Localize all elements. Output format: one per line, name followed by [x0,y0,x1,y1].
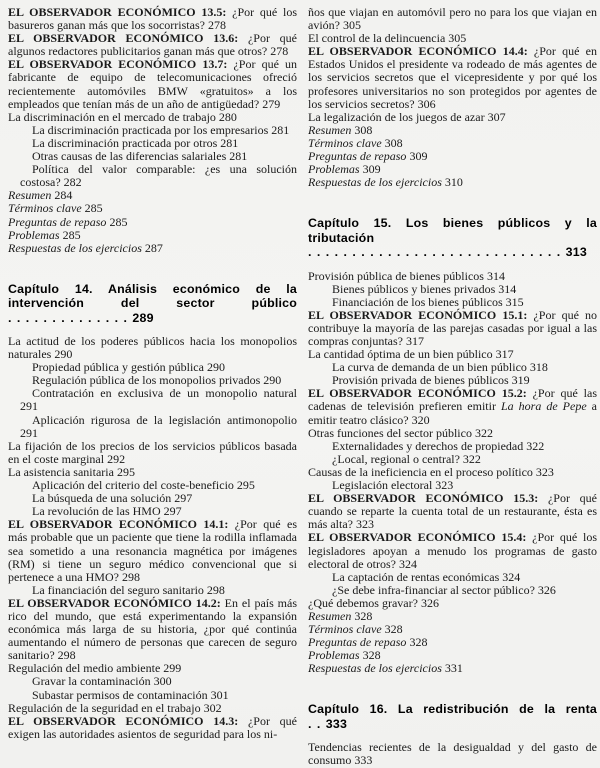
toc-entry [8,518,297,583]
italic-run: Respuestas de los ejercicios [308,661,445,676]
toc-entry [8,414,297,440]
toc-entry [308,662,597,675]
text-run: Otras causas de las diferencias salariales 281 [32,149,248,164]
text-run: Regulación de la seguridad en el trabajo 302 [8,700,222,715]
toc-entry [8,163,297,189]
toc-entry [8,440,297,466]
text-run: Otras funciones del sector público 322 [308,425,493,440]
italic-run: Problemas [8,227,63,242]
text-run: La legalización de los juegos de azar 307 [308,109,506,124]
chapter-page-number: 333 [325,716,348,731]
bold-run: EL OBSERVADOR ECONÓMICO 13.7: [8,57,234,72]
text-run: 328 [362,648,381,663]
text-run: La discriminación practicada por otros 281 [32,135,239,150]
text-run: La curva de demanda de un bien público 318 [332,360,548,375]
bold-run: EL OBSERVADOR ECONÓMICO 15.4: [308,530,533,545]
chapter-heading [8,282,297,325]
text-run: La asistencia sanitaria 295 [8,464,135,479]
chapter-page-number: 313 [565,245,587,260]
text-run: La fijación de los precios de los servicios públicos basada en el coste marginal 292 [8,438,297,466]
italic-run: Problemas [308,648,363,663]
text-run: Financiación de los bienes públicos 315 [332,294,524,309]
toc-entry [8,335,297,361]
toc-entry [308,45,597,110]
toc-entry [8,715,297,741]
toc-entry [308,387,597,426]
text-run: Política del valor comparable: ¿es una solución costosa? 282 [20,162,297,190]
italic-run: Resumen [308,608,355,623]
italic-run: Términos clave [308,135,385,150]
toc-entry [8,58,297,110]
toc-entry [8,32,297,58]
text-run: Provisión privada de bienes públicos 319 [332,373,530,388]
bold-run: EL OBSERVADOR ECONÓMICO 14.1: [8,517,235,532]
text-run: Aplicación rigurosa de la legislación antimonopolio 291 [20,412,297,440]
text-run: ¿Por qué algunos redactores publicitarios ganan más que otros? 278 [8,31,297,59]
bold-run: EL OBSERVADOR ECONÓMICO 14.2: [8,595,225,610]
italic-run: Respuestas de los ejercicios [8,240,145,255]
toc-column-right [308,6,597,767]
text-run: ¿Por qué un fabricante de equipo de telecomunicaciones ofreció recientemente automóviles BMW «gratuitos» a los empleados que tenían más de un año de antigüedad? 279 [8,57,297,111]
text-run: 331 [444,661,463,676]
text-run: 328 [409,635,428,650]
text-run: Tendencias recientes de la desigualdad y del gasto de consumo 333 [308,740,597,768]
text-run: 310 [444,175,463,190]
text-run: Subastar permisos de contaminación 301 [32,687,229,702]
text-run: ¿Qué debemos gravar? 326 [308,595,439,610]
chapter-heading [308,702,597,731]
text-run: ¿Se debe infra-financiar al sector público? 326 [332,582,556,597]
text-run: ¿Por qué en Estados Unidos el presidente va rodeado de más agentes de los servicios secretos que el vicepresidente y por qué los profesores universitarios no son protegidos por agentes de los servicios secretos? 306 [308,44,597,111]
text-run: 309 [409,149,428,164]
italic-run: La hora de Pepe [500,399,587,414]
bold-run: EL OBSERVADOR ECONÓMICO 15.3: [308,491,548,506]
text-run: ¿Por qué cuando se reparte la cuenta total de un restaurante, ésta es más alta? 323 [308,491,597,532]
italic-run: Preguntas de repaso [8,214,110,229]
bold-run: EL OBSERVADOR ECONÓMICO 15.1: [308,307,534,322]
text-run: Regulación pública de los monopolios privados 290 [32,373,282,388]
text-run: ¿Por qué los basureros ganan más que los socorristas? 278 [8,5,298,33]
text-run: ños que viajan en automóvil pero no para los que viajan en avión? 305 [308,5,597,33]
text-run: Contratación en exclusiva de un monopolio natural 291 [20,386,297,414]
text-run: Legislación electoral 323 [332,478,454,493]
text-run: Bienes públicos y bienes privados 314 [332,281,517,296]
italic-run: Resumen [308,122,355,137]
dot-leader: . . [308,716,326,731]
text-run: 328 [384,622,403,637]
chapter-title: Capítulo 14. Análisis económico de la intervención del sector público [8,281,297,311]
toc-entry [308,6,597,32]
text-run: La discriminación practicada por los empresarios 281 [32,122,290,137]
toc-entry [308,741,597,767]
text-run: 328 [354,608,373,623]
text-run: 285 [84,201,103,216]
bold-run: EL OBSERVADOR ECONÓMICO 14.4: [308,44,534,59]
text-run: La revolución de las HMO 297 [32,504,182,519]
bold-run: EL OBSERVADOR ECONÓMICO 15.2: [308,386,533,401]
text-run: Regulación del medio ambiente 299 [8,661,182,676]
toc-column-left [8,6,297,741]
italic-run: Preguntas de repaso [308,149,410,164]
text-run: La búsqueda de una solución 297 [32,491,193,506]
text-run: 308 [354,122,373,137]
toc-entry [308,531,597,570]
bold-run: EL OBSERVADOR ECONÓMICO 13.5: [8,5,233,19]
text-run: La captación de rentas económicas 324 [332,569,521,584]
italic-run: Términos clave [8,201,85,216]
text-run: Externalidades y derechos de propiedad 322 [332,438,545,453]
text-run: 285 [62,227,81,242]
text-run: Provisión pública de bienes públicos 314 [308,268,505,283]
italic-run: Respuestas de los ejercicios [308,175,445,190]
text-run: El control de la delincuencia 305 [308,31,467,46]
chapter-page-number: 289 [132,310,154,325]
italic-run: Problemas [308,162,363,177]
text-run: 284 [54,188,73,203]
text-run: Aplicación del criterio del coste-beneficio 295 [32,478,255,493]
toc-entry [308,309,597,348]
text-run: ¿Por qué es más probable que un paciente que tiene la rodilla inflamada sea sometido a una resonancia magnética por imágenes (RM) si tiene un seguro médico convencional que si pertenece a una HMO? 298 [8,517,297,584]
chapter-title: Capítulo 16. La redistribución de la renta [308,702,597,717]
italic-run: Preguntas de repaso [308,635,410,650]
text-run: Propiedad pública y gestión pública 290 [32,360,225,375]
chapter-title: Capítulo 15. Los bienes públicos y la tributación [308,216,597,245]
italic-run: Términos clave [308,622,385,637]
text-run: 308 [384,135,403,150]
chapter-heading [308,216,597,259]
text-run: 309 [362,162,381,177]
text-run: ¿Por qué no contribuye la mayoría de las parejas casadas por igual a las compras conjuntas? 317 [308,307,597,348]
text-run: En el país más rico del mundo, que está experimentando la expansión económica más larga de su historia, ¿por qué continúa aumentando el número de personas que carecen de seguro sanitario? 298 [8,595,297,663]
toc-entry [8,387,297,413]
text-run: 287 [144,240,163,255]
text-run: 285 [109,214,128,229]
italic-run: Resumen [8,188,55,203]
text-run: ¿Local, regional o central? 322 [332,451,481,466]
text-run: a emitir teatro clásico? 320 [308,399,598,427]
bold-run: EL OBSERVADOR ECONÓMICO 14.3: [8,713,248,728]
text-run: Gravar la contaminación 300 [32,674,172,689]
text-run: La actitud de los poderes públicos hacia los monopolios naturales 290 [8,334,297,362]
text-run: ¿Por qué los legisladores apoyan a menudo los programas de gasto electoral de otros? 324 [308,530,598,571]
text-run: ¿Por qué exigen las autoridades asientos de seguridad para los ni- [8,713,297,741]
text-run: La cantidad óptima de un bien público 317 [308,347,514,362]
bold-run: EL OBSERVADOR ECONÓMICO 13.6: [8,31,248,46]
toc-entry [8,597,297,662]
text-run: La financiación del seguro sanitario 298 [32,582,225,597]
toc-entry [8,6,297,32]
text-run: La discriminación en el mercado de trabajo 280 [8,109,237,124]
toc-entry [308,176,597,189]
toc-entry [308,492,597,531]
dot-leader: . . . . . . . . . . . . . . [8,310,133,325]
text-run: ¿Por qué las cadenas de televisión prefieren emitir [308,386,597,414]
dot-leader: . . . . . . . . . . . . . . . . . . . . . . . . . . . . . [308,245,566,260]
toc-entry [8,242,297,255]
text-run: Causas de la ineficiencia en el proceso político 323 [308,464,554,479]
